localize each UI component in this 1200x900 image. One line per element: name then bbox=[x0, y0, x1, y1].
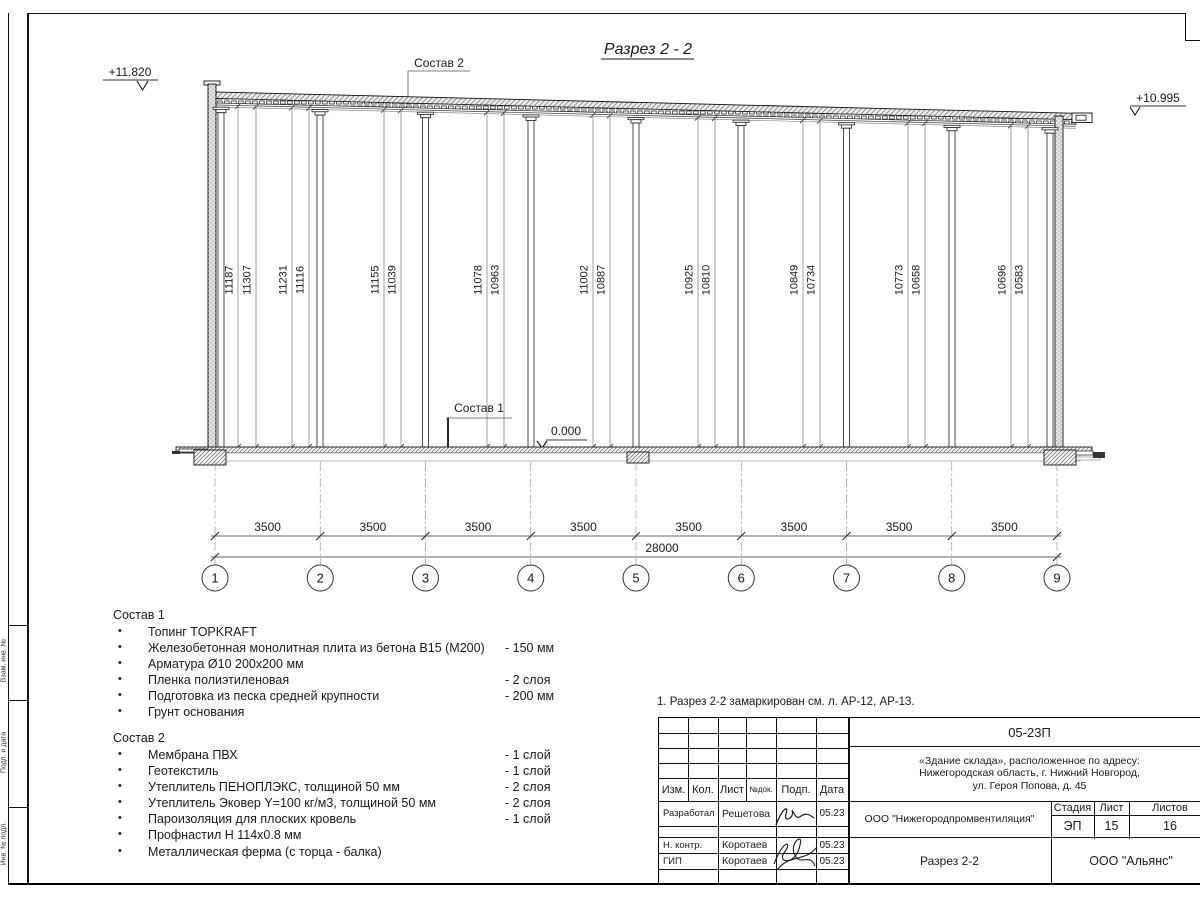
item-value: - 2 слоя bbox=[505, 796, 551, 811]
item-name: Пароизоляция для плоских кровель bbox=[148, 812, 357, 827]
tb-drawing-name: Разрез 2-2 bbox=[920, 853, 979, 868]
bullet-icon: • bbox=[118, 673, 122, 686]
overall-dim: 28000 bbox=[645, 541, 679, 555]
bay-dim: 3500 bbox=[464, 520, 492, 534]
height-dim: 11155 bbox=[369, 265, 382, 295]
bullet-icon: • bbox=[118, 812, 122, 825]
bay-dim: 3500 bbox=[991, 520, 1018, 534]
address-line-3: ул. Героя Попова, д. 45 bbox=[972, 779, 1087, 792]
sostav1-title: Состав 1 bbox=[113, 608, 165, 622]
tb-header-ndok: №док. bbox=[749, 785, 773, 794]
axis-numbers bbox=[211, 571, 1060, 586]
elevation-right-value: +10.995 bbox=[1136, 91, 1180, 105]
item-value: - 1 слой bbox=[505, 748, 551, 762]
list-item bbox=[113, 625, 583, 641]
roof bbox=[214, 92, 1092, 128]
tb-header-izm: Изм. bbox=[661, 783, 686, 796]
sostav2-title: Состав 2 bbox=[113, 731, 165, 745]
margin-divider-2 bbox=[8, 700, 27, 701]
elevation-floor-value: 0.000 bbox=[550, 424, 582, 438]
tb-name: Решетова bbox=[722, 807, 771, 820]
axis-number: 6 bbox=[737, 570, 745, 586]
list-item bbox=[113, 780, 583, 796]
item-name: Утеплитель ПЕНОПЛЭКС, толщиной 50 мм bbox=[148, 780, 400, 795]
axis-number: 4 bbox=[527, 570, 535, 586]
item-value: - 1 слой bbox=[505, 812, 551, 827]
elevation-mark-left bbox=[103, 65, 158, 90]
tb-role: Н. контр. bbox=[663, 839, 703, 851]
tb-project-address bbox=[848, 746, 1200, 801]
height-dimension-values bbox=[224, 265, 1026, 296]
height-dim: 11039 bbox=[386, 265, 399, 295]
list-item bbox=[113, 657, 583, 673]
height-dim: 11187 bbox=[223, 265, 236, 295]
height-dim: 10963 bbox=[489, 264, 502, 296]
elevation-arrow-icon bbox=[137, 81, 148, 90]
tb-role: ГИП bbox=[663, 855, 682, 867]
height-dim: 11231 bbox=[277, 265, 290, 295]
tb-name: Коротаев bbox=[722, 855, 768, 867]
tb-role: Разработал bbox=[663, 808, 715, 819]
bullet-icon: • bbox=[118, 657, 122, 670]
list-item bbox=[113, 812, 583, 828]
item-name: Профнастил Н 114х0.8 мм bbox=[148, 828, 302, 843]
tb-sheets-value: 16 bbox=[1163, 819, 1177, 833]
list-item bbox=[113, 705, 583, 721]
callout-sostav1 bbox=[446, 401, 512, 453]
tb-sheets-label: Листов bbox=[1152, 802, 1188, 814]
height-dim: 10773 bbox=[893, 264, 906, 296]
sostav1-list bbox=[113, 608, 583, 722]
item-name: Арматура Ø10 200х200 мм bbox=[148, 657, 304, 672]
tb-name: Коротаев bbox=[722, 839, 768, 851]
height-dim: 11116 bbox=[294, 265, 307, 295]
margin-divider-1 bbox=[8, 625, 27, 626]
axis-number: 2 bbox=[316, 570, 324, 586]
item-name: Мембрана ПВХ bbox=[148, 748, 238, 762]
bullet-icon: • bbox=[118, 764, 122, 777]
tb-project-code: 05-23П bbox=[1008, 724, 1051, 740]
bullet-icon: • bbox=[118, 625, 122, 637]
item-name: Подготовка из песка средней крупности bbox=[148, 689, 380, 704]
axis-number: 1 bbox=[211, 570, 219, 586]
bullet-icon: • bbox=[118, 689, 122, 702]
height-dim: 10849 bbox=[788, 264, 801, 296]
axis-number: 9 bbox=[1053, 570, 1061, 586]
tb-date: 05.23 bbox=[819, 808, 845, 819]
elevation-left-value: +11.820 bbox=[108, 65, 152, 79]
height-dim: 10583 bbox=[1013, 264, 1026, 296]
margin-cell-vzam bbox=[0, 625, 8, 700]
address-line-1: «Здание склада», расположенное по адресу: bbox=[919, 754, 1140, 767]
bullet-icon: • bbox=[118, 828, 122, 841]
elevation-arrow-icon bbox=[1130, 107, 1140, 115]
bay-dim: 3500 bbox=[885, 520, 913, 534]
list-item bbox=[113, 748, 583, 764]
tb-header-data: Дата bbox=[819, 783, 845, 796]
tb-org: ООО "Нижегородпромвентиляция" bbox=[864, 813, 1035, 825]
margin-label: Подп. и дата bbox=[0, 731, 8, 774]
item-name: Геотекстиль bbox=[148, 764, 219, 779]
bullet-icon: • bbox=[118, 796, 122, 809]
callout-sostav1-label: Состав 1 bbox=[454, 401, 504, 415]
bay-dim: 3500 bbox=[570, 520, 597, 534]
item-name: Грунт основания bbox=[148, 705, 245, 720]
bay-dim: 3500 bbox=[675, 520, 702, 534]
tb-stage-label: Стадия bbox=[1053, 802, 1092, 814]
tb-sheet-label: Лист bbox=[1099, 802, 1124, 814]
sostav2-list bbox=[113, 731, 583, 861]
elevation-mark-floor bbox=[537, 424, 587, 448]
apron-left-tip bbox=[172, 451, 180, 454]
signature bbox=[773, 803, 818, 831]
item-value: - 1 слой bbox=[505, 764, 551, 779]
callout-sostav2 bbox=[408, 56, 470, 102]
bullet-icon: • bbox=[118, 705, 122, 718]
tb-header-podp: Подп. bbox=[781, 783, 811, 796]
tb-header-list: Лист bbox=[720, 783, 744, 796]
columns bbox=[213, 107, 1058, 447]
right-wall bbox=[1055, 116, 1063, 447]
tb-sheet-value: 15 bbox=[1104, 819, 1119, 833]
item-name: Металлическая ферма (с торца - балка) bbox=[148, 844, 382, 859]
height-dim: 10925 bbox=[683, 264, 696, 296]
callout-sostav2-label: Состав 2 bbox=[414, 56, 464, 70]
address-line-2: Нижегородская область, г. Нижний Новгород, bbox=[919, 767, 1140, 780]
list-item bbox=[113, 828, 583, 844]
margin-label: Инв. № подл. bbox=[0, 821, 8, 866]
tb-date: 05.23 bbox=[819, 839, 845, 851]
tb-header-kol: Кол. bbox=[692, 783, 714, 796]
margin-divider-3 bbox=[8, 807, 27, 808]
list-item bbox=[113, 641, 583, 657]
bullet-icon: • bbox=[118, 641, 122, 654]
title-block bbox=[658, 717, 1200, 885]
axis-number: 3 bbox=[421, 570, 430, 586]
note-text: 1. Разрез 2-2 замаркирован см. л. АР-12, АР-13. bbox=[657, 696, 915, 708]
bullet-icon: • bbox=[118, 844, 122, 857]
bay-dim: 3500 bbox=[780, 520, 808, 534]
bullet-icon: • bbox=[118, 780, 122, 793]
section-title: Разрез 2 - 2 bbox=[603, 41, 693, 58]
axis-number: 5 bbox=[632, 570, 640, 586]
bullet-icon: • bbox=[118, 748, 122, 760]
height-dim: 11002 bbox=[578, 265, 591, 295]
axis-extension-lines bbox=[215, 462, 1057, 570]
margin-cell-inv bbox=[0, 807, 8, 883]
tb-date: 05.23 bbox=[819, 855, 845, 867]
item-name: Пленка полиэтиленовая bbox=[148, 673, 290, 688]
height-dim: 10658 bbox=[910, 264, 923, 296]
apron-right-tip bbox=[1093, 452, 1105, 458]
height-dim: 10734 bbox=[805, 264, 818, 296]
height-dim: 11078 bbox=[472, 265, 485, 295]
axis-number: 8 bbox=[948, 570, 956, 586]
height-dim: 11307 bbox=[241, 265, 254, 295]
item-name: Топинг TOPKRAFT bbox=[148, 625, 257, 639]
axis-number: 7 bbox=[842, 570, 851, 586]
bay-dim: 3500 bbox=[359, 520, 387, 534]
list-item bbox=[113, 689, 583, 705]
tb-company: ООО "Альянс" bbox=[1089, 853, 1173, 868]
height-dim: 10696 bbox=[996, 264, 1009, 296]
item-name: Утеплитель Эковер Y=100 кг/м3, толщиной 50 мм bbox=[148, 796, 437, 811]
list-item bbox=[113, 673, 583, 689]
list-item bbox=[113, 796, 583, 812]
margin-cell-podp bbox=[0, 700, 8, 807]
item-value: - 2 слоя bbox=[505, 780, 551, 795]
elevation-mark-right bbox=[1130, 91, 1186, 115]
item-value: - 150 мм bbox=[505, 641, 555, 656]
item-value: - 2 слоя bbox=[505, 673, 551, 688]
height-dim: 10810 bbox=[700, 264, 713, 296]
height-dim: 10887 bbox=[595, 264, 608, 296]
signature bbox=[769, 834, 821, 874]
tb-stage-value: ЭП bbox=[1063, 819, 1082, 833]
list-item bbox=[113, 845, 583, 861]
list-item bbox=[113, 764, 583, 780]
bay-dim: 3500 bbox=[254, 520, 281, 534]
item-name: Железобетонная монолитная плита из бетона В15 (М200) bbox=[148, 641, 485, 656]
margin-label: Взам. инв. № bbox=[0, 638, 8, 683]
item-value: - 200 мм bbox=[505, 689, 555, 704]
